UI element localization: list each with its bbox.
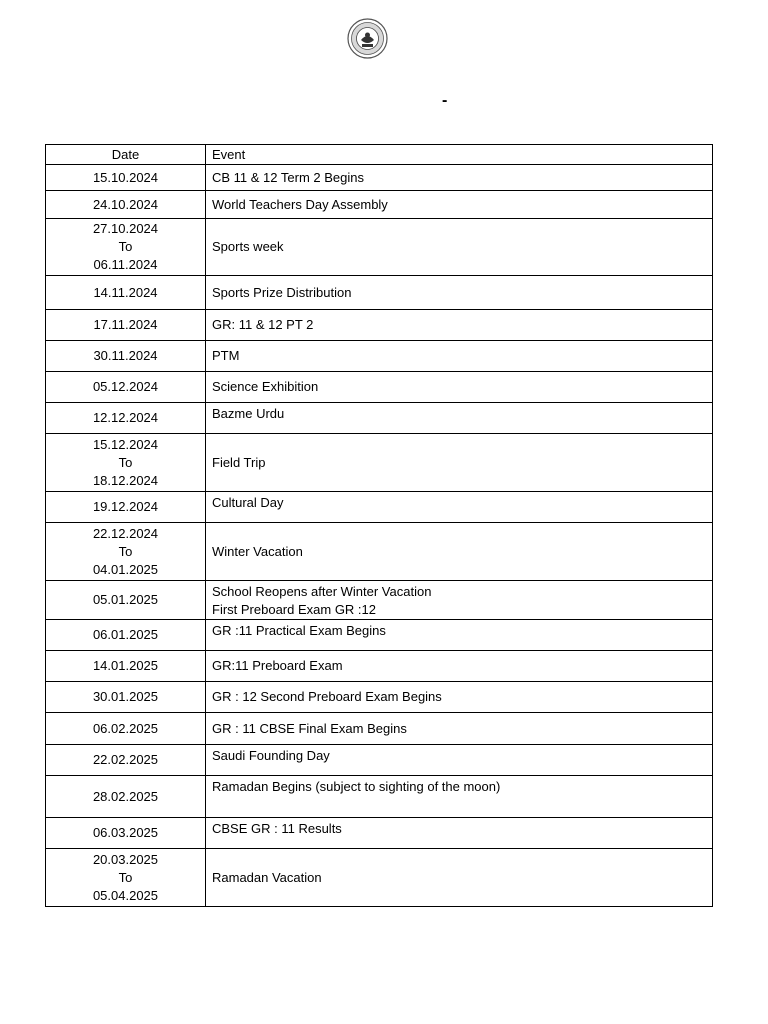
event-name-line: Sports Prize Distribution: [212, 284, 352, 300]
table-row: [46, 818, 713, 849]
event-date-line: 12.12.2024: [92, 410, 159, 425]
event-date-line: 20.03.2025: [92, 851, 159, 867]
event-name-line: Saudi Founding Day: [212, 748, 330, 763]
event-name-cell: [206, 620, 713, 651]
event-date-cell: [46, 219, 206, 276]
event-date-line: To: [118, 543, 133, 559]
event-name-line: Field Trip: [212, 454, 266, 470]
event-date-cell: [46, 523, 206, 581]
event-date-line: 27.10.2024: [92, 221, 159, 236]
event-date-line: 30.01.2025: [92, 689, 159, 704]
event-name-cell: [206, 745, 713, 776]
event-name-line: First Preboard Exam GR :12: [212, 602, 376, 617]
event-date-line: 04.01.2025: [92, 561, 159, 577]
event-name-line: CBSE GR : 11 Results: [212, 821, 342, 836]
school-emblem-logo: [347, 18, 388, 59]
event-date-line: 19.12.2024: [92, 499, 159, 514]
header-dash: -: [442, 92, 448, 109]
table-row: [46, 492, 713, 523]
table-row: [46, 219, 713, 276]
event-name-cell: [206, 581, 713, 620]
event-date-line: 28.02.2025: [92, 788, 159, 804]
event-name-line: World Teachers Day Assembly: [212, 196, 388, 212]
event-date-line: 06.03.2025: [92, 825, 159, 840]
event-date-line: To: [118, 239, 133, 254]
event-name-line: Bazme Urdu: [212, 406, 285, 421]
event-date-line: To: [118, 454, 133, 470]
event-name-line: GR : 11 CBSE Final Exam Begins: [212, 720, 407, 736]
event-date-cell: [46, 745, 206, 776]
table-row: [46, 276, 713, 310]
event-name-cell: [206, 372, 713, 403]
event-date-line: 06.11.2024: [93, 257, 158, 272]
event-date-line: 15.10.2024: [92, 169, 159, 185]
event-date-cell: [46, 165, 206, 191]
table-row: [46, 620, 713, 651]
event-date-cell: [46, 849, 206, 907]
event-name-line: Sports week: [212, 239, 284, 254]
event-date-cell: [46, 191, 206, 219]
date-column-header: Date: [46, 145, 206, 165]
event-date-line: 17.11.2024: [93, 317, 158, 332]
event-date-line: 24.10.2024: [92, 196, 159, 212]
table-row: [46, 341, 713, 372]
table-row: [46, 651, 713, 682]
event-date-cell: [46, 341, 206, 372]
event-date-line: 05.12.2024: [92, 379, 159, 394]
event-name-cell: [206, 276, 713, 310]
event-name-cell: [206, 849, 713, 907]
event-date-cell: [46, 276, 206, 310]
event-date-cell: [46, 372, 206, 403]
table-row: [46, 372, 713, 403]
event-date-line: 05.04.2025: [92, 887, 159, 903]
table-row: [46, 849, 713, 907]
event-date-cell: [46, 818, 206, 849]
event-date-line: 15.12.2024: [92, 436, 159, 452]
table-row: [46, 776, 713, 818]
event-name-cell: [206, 523, 713, 581]
event-name-line: GR :11 Practical Exam Begins: [212, 623, 386, 638]
event-name-line: Ramadan Begins (subject to sighting of the moon): [212, 779, 501, 794]
event-name-cell: [206, 165, 713, 191]
table-row: [46, 191, 713, 219]
event-date-line: 18.12.2024: [92, 472, 159, 488]
event-date-line: To: [118, 869, 133, 885]
event-date-cell: [46, 620, 206, 651]
event-name-cell: [206, 191, 713, 219]
event-name-cell: [206, 219, 713, 276]
event-date-cell: [46, 776, 206, 818]
event-date-cell: [46, 434, 206, 492]
table-row: [46, 581, 713, 620]
table-row: [46, 745, 713, 776]
event-date-cell: [46, 310, 206, 341]
event-date-cell: [46, 682, 206, 713]
event-name-line: Ramadan Vacation: [212, 869, 322, 885]
event-name-cell: [206, 682, 713, 713]
table-row: [46, 165, 713, 191]
event-name-line: CB 11 & 12 Term 2 Begins: [212, 169, 364, 185]
table-row: [46, 523, 713, 581]
event-name-cell: [206, 651, 713, 682]
event-name-cell: [206, 776, 713, 818]
academic-calendar-table: [45, 144, 713, 907]
event-date-line: 14.01.2025: [92, 658, 159, 673]
event-name-line: School Reopens after Winter Vacation: [212, 584, 432, 599]
event-name-cell: [206, 713, 713, 745]
table-row: [46, 434, 713, 492]
event-name-cell: [206, 818, 713, 849]
event-name-line: GR : 12 Second Preboard Exam Begins: [212, 689, 442, 704]
event-date-cell: [46, 651, 206, 682]
event-name-cell: [206, 403, 713, 434]
table-header-row: [46, 145, 713, 165]
table-row: [46, 713, 713, 745]
event-name-cell: [206, 341, 713, 372]
table-row: [46, 310, 713, 341]
event-name-line: Winter Vacation: [212, 543, 303, 559]
event-name-cell: [206, 310, 713, 341]
event-date-line: 22.02.2025: [92, 752, 159, 767]
event-date-cell: [46, 581, 206, 620]
event-name-line: Cultural Day: [212, 495, 284, 510]
table-row: [46, 682, 713, 713]
event-name-line: GR:11 Preboard Exam: [212, 658, 343, 673]
event-name-cell: [206, 492, 713, 523]
event-name-line: GR: 11 & 12 PT 2: [212, 317, 314, 332]
event-date-line: 14.11.2024: [93, 284, 158, 300]
event-date-cell: [46, 713, 206, 745]
table-row: [46, 403, 713, 434]
event-column-header: Event: [206, 145, 713, 165]
event-name-cell: [206, 434, 713, 492]
event-name-line: PTM: [212, 348, 240, 363]
event-date-cell: [46, 492, 206, 523]
event-date-line: 22.12.2024: [92, 525, 159, 541]
event-date-line: 06.02.2025: [92, 720, 159, 736]
event-date-cell: [46, 403, 206, 434]
event-date-line: 30.11.2024: [93, 348, 158, 363]
event-date-line: 06.01.2025: [92, 627, 159, 642]
event-name-line: Science Exhibition: [212, 379, 319, 394]
event-date-line: 05.01.2025: [92, 592, 159, 607]
